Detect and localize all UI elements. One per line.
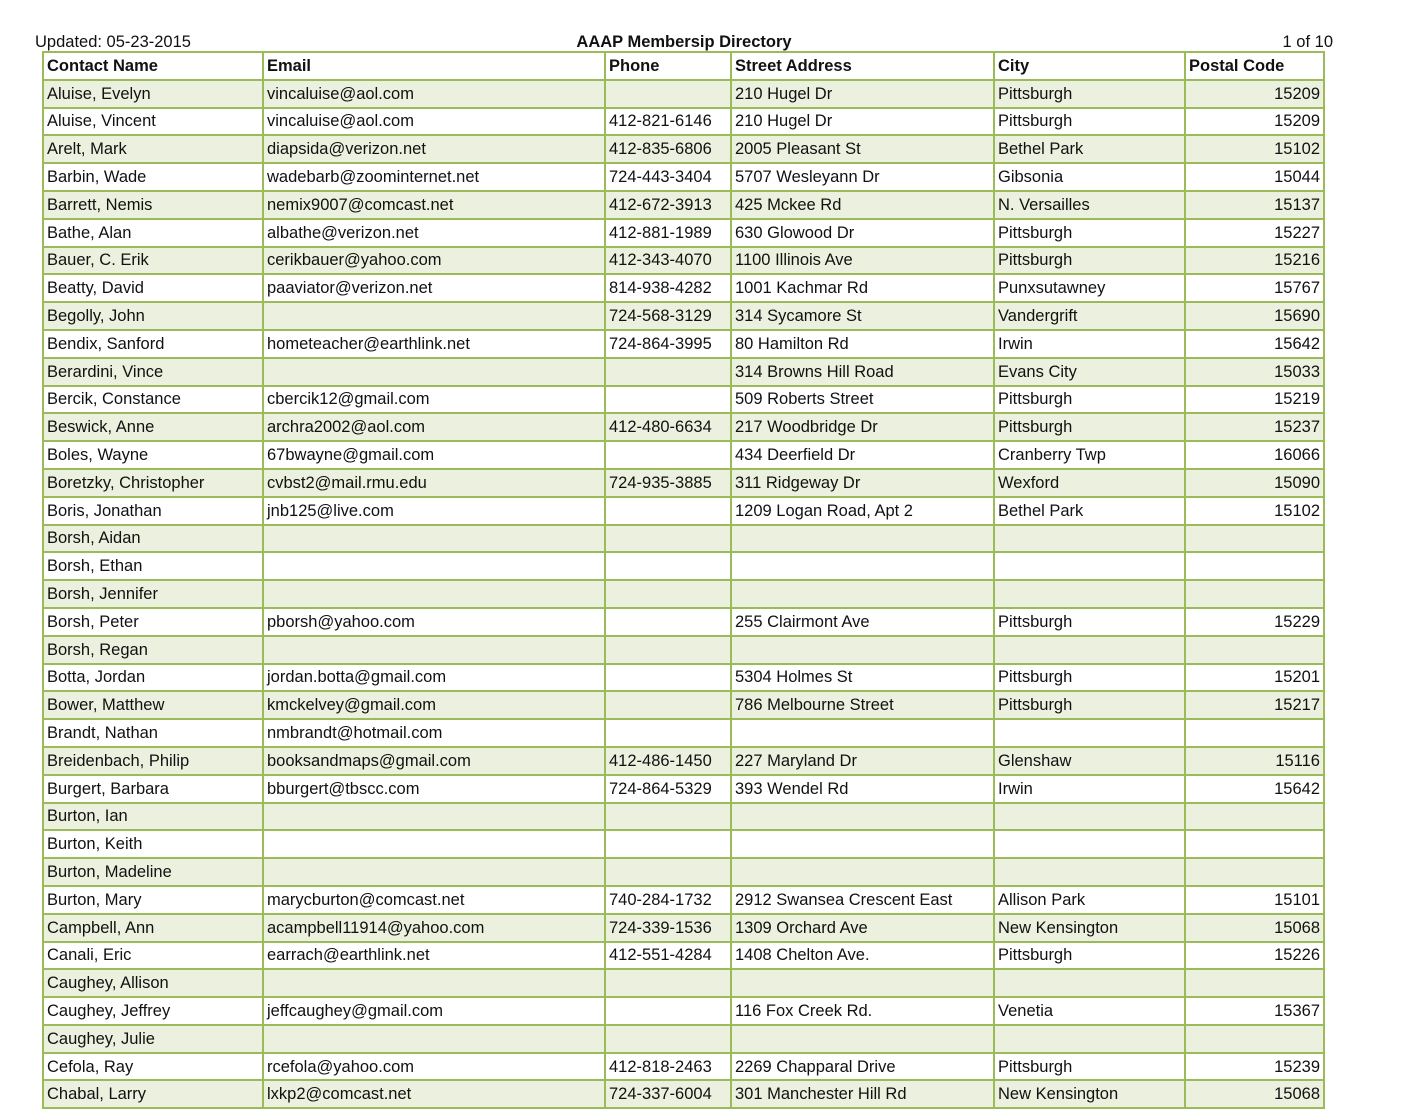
email-cell	[263, 525, 605, 553]
postal-code-cell: 15239	[1185, 1053, 1324, 1081]
street-address-cell	[731, 580, 994, 608]
phone-cell	[605, 1025, 731, 1053]
street-address-cell: 5304 Holmes St	[731, 664, 994, 692]
city-cell: Vandergrift	[994, 302, 1185, 330]
email-cell	[263, 358, 605, 386]
email-cell: lxkp2@comcast.net	[263, 1080, 605, 1108]
email-cell: hometeacher@earthlink.net	[263, 330, 605, 358]
phone-cell: 412-835-6806	[605, 135, 731, 163]
table-row	[43, 552, 1324, 580]
postal-code-cell: 15201	[1185, 664, 1324, 692]
column-header-city: City	[994, 52, 1185, 80]
contact-name-cell: Barbin, Wade	[43, 163, 263, 191]
table-row	[43, 1080, 1324, 1108]
phone-cell: 412-818-2463	[605, 1053, 731, 1081]
postal-code-cell: 15642	[1185, 330, 1324, 358]
table-row	[43, 942, 1324, 970]
contact-name-cell: Caughey, Jeffrey	[43, 997, 263, 1025]
city-cell: Punxsutawney	[994, 274, 1185, 302]
postal-code-cell: 15227	[1185, 219, 1324, 247]
postal-code-cell: 15102	[1185, 497, 1324, 525]
contact-name-cell: Chabal, Larry	[43, 1080, 263, 1108]
street-address-cell: 210 Hugel Dr	[731, 80, 994, 108]
postal-code-cell: 15116	[1185, 747, 1324, 775]
table-row	[43, 413, 1324, 441]
city-cell	[994, 1025, 1185, 1053]
street-address-cell: 217 Woodbridge Dr	[731, 413, 994, 441]
postal-code-cell: 15209	[1185, 108, 1324, 136]
table-row	[43, 997, 1324, 1025]
phone-cell	[605, 608, 731, 636]
phone-cell: 412-821-6146	[605, 108, 731, 136]
postal-code-cell	[1185, 858, 1324, 886]
email-cell: booksandmaps@gmail.com	[263, 747, 605, 775]
phone-cell: 724-568-3129	[605, 302, 731, 330]
street-address-cell: 210 Hugel Dr	[731, 108, 994, 136]
postal-code-cell: 15642	[1185, 775, 1324, 803]
table-row	[43, 830, 1324, 858]
postal-code-cell: 15237	[1185, 413, 1324, 441]
contact-name-cell: Burton, Madeline	[43, 858, 263, 886]
contact-name-cell: Aluise, Vincent	[43, 108, 263, 136]
phone-cell	[605, 636, 731, 664]
city-cell: Allison Park	[994, 886, 1185, 914]
postal-code-cell	[1185, 1025, 1324, 1053]
contact-name-cell: Caughey, Allison	[43, 969, 263, 997]
email-cell: wadebarb@zoominternet.net	[263, 163, 605, 191]
column-header-contact-name: Contact Name	[43, 52, 263, 80]
phone-cell: 724-935-3885	[605, 469, 731, 497]
postal-code-cell: 15068	[1185, 1080, 1324, 1108]
city-cell	[994, 830, 1185, 858]
column-header-phone: Phone	[605, 52, 731, 80]
phone-cell	[605, 80, 731, 108]
table-row	[43, 803, 1324, 831]
street-address-cell: 314 Sycamore St	[731, 302, 994, 330]
street-address-cell: 1209 Logan Road, Apt 2	[731, 497, 994, 525]
phone-cell	[605, 664, 731, 692]
table-row	[43, 886, 1324, 914]
email-cell: 67bwayne@gmail.com	[263, 441, 605, 469]
postal-code-cell: 15217	[1185, 691, 1324, 719]
email-cell	[263, 803, 605, 831]
contact-name-cell: Bauer, C. Erik	[43, 247, 263, 275]
table-row	[43, 330, 1324, 358]
email-cell: jordan.botta@gmail.com	[263, 664, 605, 692]
postal-code-cell: 15216	[1185, 247, 1324, 275]
postal-code-cell: 15690	[1185, 302, 1324, 330]
table-row	[43, 358, 1324, 386]
city-cell: Irwin	[994, 775, 1185, 803]
postal-code-cell	[1185, 803, 1324, 831]
postal-code-cell	[1185, 719, 1324, 747]
street-address-cell: 1001 Kachmar Rd	[731, 274, 994, 302]
street-address-cell: 314 Browns Hill Road	[731, 358, 994, 386]
email-cell	[263, 858, 605, 886]
street-address-cell	[731, 525, 994, 553]
email-cell: marycburton@comcast.net	[263, 886, 605, 914]
city-cell: Pittsburgh	[994, 664, 1185, 692]
street-address-cell: 1100 Illinois Ave	[731, 247, 994, 275]
city-cell: Gibsonia	[994, 163, 1185, 191]
contact-name-cell: Brandt, Nathan	[43, 719, 263, 747]
contact-name-cell: Beatty, David	[43, 274, 263, 302]
city-cell	[994, 636, 1185, 664]
table-row	[43, 1025, 1324, 1053]
street-address-cell: 434 Deerfield Dr	[731, 441, 994, 469]
table-row	[43, 497, 1324, 525]
phone-cell	[605, 580, 731, 608]
table-row	[43, 580, 1324, 608]
email-cell	[263, 302, 605, 330]
contact-name-cell: Borsh, Jennifer	[43, 580, 263, 608]
phone-cell	[605, 803, 731, 831]
contact-name-cell: Bathe, Alan	[43, 219, 263, 247]
phone-cell: 412-672-3913	[605, 191, 731, 219]
city-cell: Pittsburgh	[994, 942, 1185, 970]
directory-table	[42, 51, 1325, 1109]
phone-cell	[605, 525, 731, 553]
postal-code-cell: 15767	[1185, 274, 1324, 302]
phone-cell	[605, 830, 731, 858]
phone-cell: 724-864-5329	[605, 775, 731, 803]
email-cell: nmbrandt@hotmail.com	[263, 719, 605, 747]
city-cell: Pittsburgh	[994, 219, 1185, 247]
email-cell: paaviator@verizon.net	[263, 274, 605, 302]
email-cell: nemix9007@comcast.net	[263, 191, 605, 219]
street-address-cell: 80 Hamilton Rd	[731, 330, 994, 358]
street-address-cell: 301 Manchester Hill Rd	[731, 1080, 994, 1108]
contact-name-cell: Boretzky, Christopher	[43, 469, 263, 497]
document-title: AAAP Membersip Directory	[576, 33, 792, 51]
table-row	[43, 386, 1324, 414]
contact-name-cell: Botta, Jordan	[43, 664, 263, 692]
street-address-cell: 425 Mckee Rd	[731, 191, 994, 219]
table-row	[43, 914, 1324, 942]
table-row	[43, 969, 1324, 997]
contact-name-cell: Begolly, John	[43, 302, 263, 330]
city-cell: Wexford	[994, 469, 1185, 497]
city-cell: Evans City	[994, 358, 1185, 386]
phone-cell: 412-480-6634	[605, 413, 731, 441]
contact-name-cell: Bercik, Constance	[43, 386, 263, 414]
postal-code-cell: 15137	[1185, 191, 1324, 219]
street-address-cell	[731, 1025, 994, 1053]
page-header	[35, 31, 1333, 53]
contact-name-cell: Caughey, Julie	[43, 1025, 263, 1053]
city-cell: Pittsburgh	[994, 386, 1185, 414]
contact-name-cell: Barrett, Nemis	[43, 191, 263, 219]
street-address-cell	[731, 969, 994, 997]
city-cell	[994, 969, 1185, 997]
email-cell	[263, 830, 605, 858]
phone-cell	[605, 858, 731, 886]
table-row	[43, 719, 1324, 747]
postal-code-cell: 15068	[1185, 914, 1324, 942]
page-number: 1 of 10	[1282, 33, 1333, 51]
city-cell: N. Versailles	[994, 191, 1185, 219]
street-address-cell: 1408 Chelton Ave.	[731, 942, 994, 970]
header-row	[43, 52, 1324, 80]
postal-code-cell: 15102	[1185, 135, 1324, 163]
email-cell: albathe@verizon.net	[263, 219, 605, 247]
street-address-cell: 1309 Orchard Ave	[731, 914, 994, 942]
city-cell	[994, 525, 1185, 553]
phone-cell	[605, 386, 731, 414]
city-cell: Pittsburgh	[994, 691, 1185, 719]
email-cell	[263, 969, 605, 997]
city-cell: Pittsburgh	[994, 608, 1185, 636]
postal-code-cell: 15033	[1185, 358, 1324, 386]
city-cell: Cranberry Twp	[994, 441, 1185, 469]
email-cell: vincaluise@aol.com	[263, 108, 605, 136]
contact-name-cell: Boles, Wayne	[43, 441, 263, 469]
table-row	[43, 636, 1324, 664]
street-address-cell	[731, 858, 994, 886]
email-cell: rcefola@yahoo.com	[263, 1053, 605, 1081]
city-cell: Pittsburgh	[994, 1053, 1185, 1081]
table-row	[43, 108, 1324, 136]
postal-code-cell: 15226	[1185, 942, 1324, 970]
postal-code-cell: 16066	[1185, 441, 1324, 469]
table-row	[43, 274, 1324, 302]
email-cell: kmckelvey@gmail.com	[263, 691, 605, 719]
street-address-cell: 311 Ridgeway Dr	[731, 469, 994, 497]
phone-cell	[605, 719, 731, 747]
table-row	[43, 858, 1324, 886]
contact-name-cell: Borsh, Aidan	[43, 525, 263, 553]
postal-code-cell: 15367	[1185, 997, 1324, 1025]
street-address-cell: 2912 Swansea Crescent East	[731, 886, 994, 914]
table-row	[43, 691, 1324, 719]
contact-name-cell: Borsh, Regan	[43, 636, 263, 664]
contact-name-cell: Bower, Matthew	[43, 691, 263, 719]
updated-date: Updated: 05-23-2015	[35, 33, 191, 51]
street-address-cell: 630 Glowood Dr	[731, 219, 994, 247]
phone-cell	[605, 997, 731, 1025]
street-address-cell: 786 Melbourne Street	[731, 691, 994, 719]
table-row	[43, 441, 1324, 469]
phone-cell: 814-938-4282	[605, 274, 731, 302]
table-row	[43, 608, 1324, 636]
table-row	[43, 135, 1324, 163]
postal-code-cell	[1185, 525, 1324, 553]
email-cell: cvbst2@mail.rmu.edu	[263, 469, 605, 497]
email-cell: pborsh@yahoo.com	[263, 608, 605, 636]
phone-cell	[605, 969, 731, 997]
contact-name-cell: Borsh, Ethan	[43, 552, 263, 580]
postal-code-cell	[1185, 969, 1324, 997]
contact-name-cell: Burton, Mary	[43, 886, 263, 914]
city-cell: New Kensington	[994, 914, 1185, 942]
table-row	[43, 775, 1324, 803]
column-header-email: Email	[263, 52, 605, 80]
postal-code-cell: 15090	[1185, 469, 1324, 497]
contact-name-cell: Burton, Keith	[43, 830, 263, 858]
street-address-cell: 393 Wendel Rd	[731, 775, 994, 803]
email-cell: earrach@earthlink.net	[263, 942, 605, 970]
email-cell: jnb125@live.com	[263, 497, 605, 525]
postal-code-cell	[1185, 636, 1324, 664]
email-cell: archra2002@aol.com	[263, 413, 605, 441]
table-row	[43, 219, 1324, 247]
email-cell: cerikbauer@yahoo.com	[263, 247, 605, 275]
street-address-cell	[731, 803, 994, 831]
contact-name-cell: Cefola, Ray	[43, 1053, 263, 1081]
email-cell	[263, 1025, 605, 1053]
contact-name-cell: Berardini, Vince	[43, 358, 263, 386]
phone-cell	[605, 358, 731, 386]
table-row	[43, 163, 1324, 191]
phone-cell: 412-486-1450	[605, 747, 731, 775]
postal-code-cell	[1185, 552, 1324, 580]
city-cell: Bethel Park	[994, 497, 1185, 525]
street-address-cell	[731, 719, 994, 747]
table-row	[43, 302, 1324, 330]
email-cell: acampbell11914@yahoo.com	[263, 914, 605, 942]
table-row	[43, 525, 1324, 553]
street-address-cell: 255 Clairmont Ave	[731, 608, 994, 636]
postal-code-cell: 15101	[1185, 886, 1324, 914]
contact-name-cell: Borsh, Peter	[43, 608, 263, 636]
contact-name-cell: Arelt, Mark	[43, 135, 263, 163]
email-cell	[263, 552, 605, 580]
city-cell: Irwin	[994, 330, 1185, 358]
phone-cell: 724-443-3404	[605, 163, 731, 191]
city-cell: Pittsburgh	[994, 80, 1185, 108]
phone-cell: 412-343-4070	[605, 247, 731, 275]
street-address-cell: 116 Fox Creek Rd.	[731, 997, 994, 1025]
phone-cell: 412-551-4284	[605, 942, 731, 970]
city-cell: Venetia	[994, 997, 1185, 1025]
email-cell: diapsida@verizon.net	[263, 135, 605, 163]
column-header-street-address: Street Address	[731, 52, 994, 80]
table-row	[43, 80, 1324, 108]
city-cell: Pittsburgh	[994, 108, 1185, 136]
postal-code-cell	[1185, 580, 1324, 608]
table-row	[43, 469, 1324, 497]
email-cell: bburgert@tbscc.com	[263, 775, 605, 803]
city-cell: New Kensington	[994, 1080, 1185, 1108]
postal-code-cell: 15209	[1185, 80, 1324, 108]
contact-name-cell: Breidenbach, Philip	[43, 747, 263, 775]
street-address-cell	[731, 636, 994, 664]
street-address-cell: 5707 Wesleyann Dr	[731, 163, 994, 191]
email-cell: vincaluise@aol.com	[263, 80, 605, 108]
street-address-cell: 227 Maryland Dr	[731, 747, 994, 775]
postal-code-cell: 15044	[1185, 163, 1324, 191]
phone-cell	[605, 497, 731, 525]
city-cell	[994, 858, 1185, 886]
email-cell	[263, 580, 605, 608]
city-cell	[994, 803, 1185, 831]
email-cell: cbercik12@gmail.com	[263, 386, 605, 414]
table-row	[43, 664, 1324, 692]
contact-name-cell: Beswick, Anne	[43, 413, 263, 441]
table-row	[43, 247, 1324, 275]
email-cell: jeffcaughey@gmail.com	[263, 997, 605, 1025]
city-cell: Bethel Park	[994, 135, 1185, 163]
city-cell	[994, 580, 1185, 608]
city-cell: Pittsburgh	[994, 247, 1185, 275]
phone-cell: 412-881-1989	[605, 219, 731, 247]
city-cell: Pittsburgh	[994, 413, 1185, 441]
street-address-cell	[731, 830, 994, 858]
street-address-cell	[731, 552, 994, 580]
contact-name-cell: Burton, Ian	[43, 803, 263, 831]
contact-name-cell: Burgert, Barbara	[43, 775, 263, 803]
column-header-postal-code: Postal Code	[1185, 52, 1324, 80]
table-row	[43, 191, 1324, 219]
city-cell	[994, 719, 1185, 747]
postal-code-cell	[1185, 830, 1324, 858]
contact-name-cell: Boris, Jonathan	[43, 497, 263, 525]
postal-code-cell: 15229	[1185, 608, 1324, 636]
phone-cell: 740-284-1732	[605, 886, 731, 914]
contact-name-cell: Campbell, Ann	[43, 914, 263, 942]
table-row	[43, 1053, 1324, 1081]
phone-cell: 724-864-3995	[605, 330, 731, 358]
phone-cell	[605, 552, 731, 580]
street-address-cell: 509 Roberts Street	[731, 386, 994, 414]
postal-code-cell: 15219	[1185, 386, 1324, 414]
contact-name-cell: Bendix, Sanford	[43, 330, 263, 358]
street-address-cell: 2269 Chapparal Drive	[731, 1053, 994, 1081]
table-row	[43, 747, 1324, 775]
phone-cell	[605, 691, 731, 719]
street-address-cell: 2005 Pleasant St	[731, 135, 994, 163]
city-cell	[994, 552, 1185, 580]
phone-cell	[605, 441, 731, 469]
contact-name-cell: Aluise, Evelyn	[43, 80, 263, 108]
contact-name-cell: Canali, Eric	[43, 942, 263, 970]
city-cell: Glenshaw	[994, 747, 1185, 775]
email-cell	[263, 636, 605, 664]
phone-cell: 724-337-6004	[605, 1080, 731, 1108]
phone-cell: 724-339-1536	[605, 914, 731, 942]
